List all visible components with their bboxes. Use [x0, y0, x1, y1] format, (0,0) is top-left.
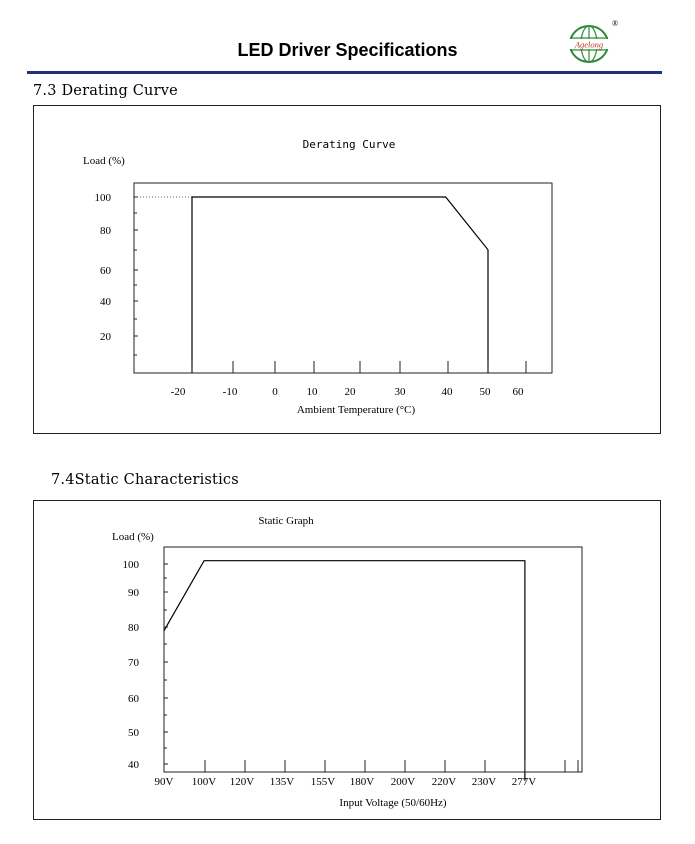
agelong-logo — [563, 16, 623, 66]
static-x-label: Input Voltage (50/60Hz) — [339, 797, 447, 809]
derating-x-tick-label: 50 — [479, 386, 491, 398]
static-y-tick-label: 60 — [128, 693, 139, 705]
static-curve-line — [164, 561, 525, 781]
static-chart — [33, 500, 660, 819]
header-rule — [27, 71, 662, 74]
static-y-tick-label: 70 — [128, 657, 139, 669]
derating-x-tick-label: 0 — [272, 386, 278, 398]
derating-y-tick-label: 100 — [94, 192, 111, 204]
derating-x-tick-label: 40 — [441, 386, 453, 398]
section-title-derating: 7.3 Derating Curve — [33, 83, 178, 99]
logo-text: Agelong — [574, 39, 604, 50]
derating-x-tick-label: 10 — [306, 386, 318, 398]
static-x-tick-label: 135V — [269, 776, 295, 788]
derating-y-tick-label: 40 — [100, 296, 111, 308]
derating-y-label: Load (%) — [83, 155, 125, 167]
static-x-tick-label: 90V — [154, 776, 174, 788]
registered-mark: ® — [612, 19, 619, 28]
static-y-tick-label: 90 — [128, 587, 139, 599]
derating-curve-line — [192, 197, 488, 373]
static-x-tick-label: 277V — [511, 776, 537, 788]
static-plot-area — [164, 547, 582, 772]
static-chart-title: Static Graph — [258, 515, 314, 527]
derating-y-tick-label: 80 — [100, 225, 111, 237]
static-y-tick-label: 40 — [128, 759, 139, 771]
derating-x-tick-label: -20 — [170, 386, 186, 398]
derating-x-label: Ambient Temperature (°C) — [296, 404, 416, 416]
static-y-label: Load (%) — [112, 531, 154, 543]
static-x-tick-label: 100V — [191, 776, 217, 788]
derating-x-tick-label: -10 — [222, 386, 238, 398]
derating-chart — [33, 105, 660, 433]
static-x-tick-label: 180V — [349, 776, 375, 788]
static-y-tick-label: 80 — [128, 622, 139, 634]
derating-x-tick-label: 20 — [344, 386, 356, 398]
derating-y-tick-label: 20 — [100, 331, 111, 343]
static-x-tick-label: 200V — [390, 776, 416, 788]
static-x-tick-label: 220V — [431, 776, 457, 788]
static-y-tick-label: 100 — [122, 559, 139, 571]
section-title-static: 7.4Static Characteristics — [51, 472, 239, 488]
derating-x-tick-label: 60 — [512, 386, 524, 398]
derating-chart-title: Derating Curve — [302, 138, 396, 151]
derating-x-tick-label: 30 — [394, 386, 406, 398]
page-title: LED Driver Specifications — [237, 40, 458, 60]
static-y-tick-label: 50 — [128, 727, 139, 739]
static-x-tick-label: 230V — [471, 776, 497, 788]
static-x-tick-label: 155V — [310, 776, 336, 788]
static-x-tick-label: 120V — [229, 776, 255, 788]
derating-plot-area — [134, 183, 552, 373]
derating-y-tick-label: 60 — [100, 265, 111, 277]
